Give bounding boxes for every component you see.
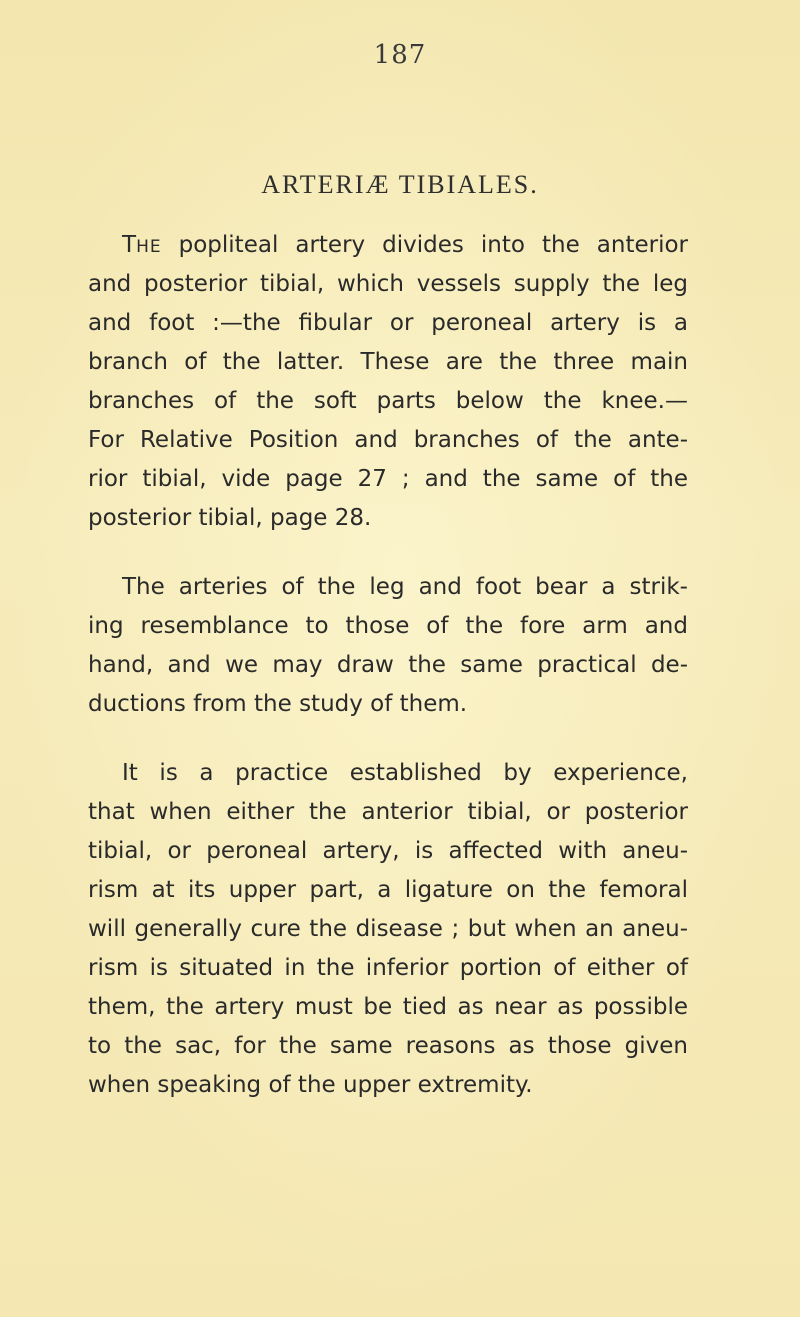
paragraph-line: when speaking of the upper extremity. xyxy=(88,1072,533,1098)
paragraph-line: rism at its upper part, a ligature on the femoral xyxy=(88,877,688,903)
small-caps-lead: THE xyxy=(122,232,162,258)
paragraph-line: The arteries of the leg and foot bear a strik- xyxy=(122,574,688,600)
page-number: 187 xyxy=(373,40,427,70)
section-heading: ARTERIÆ TIBIALES. xyxy=(261,170,539,199)
paragraph-line: that when either the anterior tibial, or posterior xyxy=(88,799,688,825)
paragraph-line: THE popliteal artery divides into the anterior xyxy=(122,232,688,258)
paragraph-line: to the sac, for the same reasons as those given xyxy=(88,1033,688,1059)
paragraph-line: will generally cure the disease ; but when an aneu- xyxy=(88,916,688,942)
paragraph-line: tibial, or peroneal artery, is affected with aneu- xyxy=(88,838,688,864)
paragraph-line: them, the artery must be tied as near as possible xyxy=(88,994,688,1020)
paragraph-3 xyxy=(88,754,688,1105)
paragraph-line: branches of the soft parts below the knee.— xyxy=(88,388,688,414)
paragraph-line: and foot :—the fibular or peroneal artery is a xyxy=(88,310,688,336)
paragraph-line: rior tibial, vide page 27 ; and the same of the xyxy=(88,466,688,492)
paragraph-line: It is a practice established by experience, xyxy=(122,760,688,786)
paragraph-line: branch of the latter. These are the three main xyxy=(88,349,688,375)
paragraph-line: hand, and we may draw the same practical de- xyxy=(88,652,688,678)
paragraph-line: ing resemblance to those of the fore arm and xyxy=(88,613,688,639)
paragraph-line: rism is situated in the inferior portion of either of xyxy=(88,955,688,981)
paragraph-2 xyxy=(88,568,688,724)
paragraph-line: ductions from the study of them. xyxy=(88,691,468,717)
paragraph-line: For Relative Position and branches of the ante- xyxy=(88,427,688,453)
paragraph-line: posterior tibial, page 28. xyxy=(88,505,372,531)
paragraph-line: and posterior tibial, which vessels supply the leg xyxy=(88,271,688,297)
paragraph-1 xyxy=(88,226,688,538)
